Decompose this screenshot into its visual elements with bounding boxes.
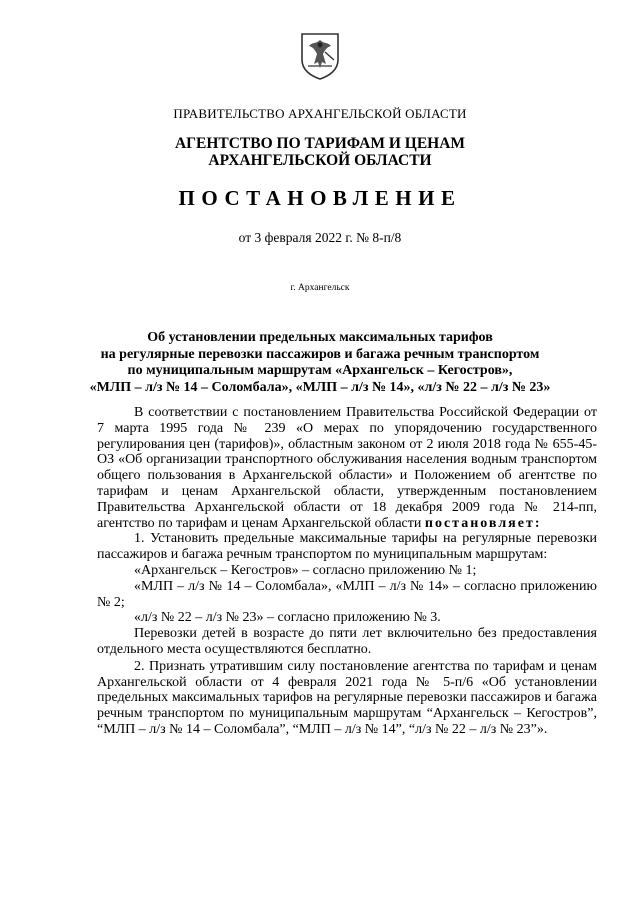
- title-line2: на регулярные перевозки пассажиров и багажа речным транспортом: [100, 346, 540, 362]
- children-paragraph: Перевозки детей в возрасте до пяти лет включительно без предоставления отдельного места осуществляются бесплатно.: [97, 626, 597, 657]
- item-2: 2. Признать утратившим силу постановление агентства по тарифам и ценам Архангельской области от 4 февраля 2021 года № 5-п/6 «Об установлении предельных максимальных тарифов на регулярные перевозки пассажиров и багажа речным транспортом по муниципальным маршрутам “Архангельск – Кегостров”, “МЛП – л/з № 14 – Соломбала”, “МЛП – л/з № 14”, “л/з № 22 – л/з № 23”».: [97, 658, 597, 737]
- intro-text: В соответствии с постановлением Правительства Российской Федерации от 7 марта 1995 года № 239 «О мерах по упорядочению государственного регулирования цен (тарифов)», областным законом от 2 июля 2018 года № 655-45-ОЗ «Об организации транспортного обслуживания населения водным транспортом общего пользования в Архангельской области» и Положением об агентстве по тарифам и ценам Архангельской области, утвержденным постановлением Правительства Архангельской области от 18 декабря 2009 года № 214-пп, агентство по тарифам и ценам Архангельской области: [97, 405, 597, 531]
- document-body: [97, 405, 597, 738]
- intro-paragraph: [97, 405, 597, 531]
- title-line3: по муниципальным маршрутам «Архангельск – Кегостров»,: [127, 363, 513, 379]
- document-title: [0, 330, 640, 396]
- title-line4: «МЛП – л/з № 14 – Соломбала», «МЛП – л/з № 14», «л/з № 22 – л/з № 23»: [89, 379, 551, 395]
- item-1: 1. Установить предельные максимальные тарифы на регулярные перевозки пассажиров и багажа речным транспортом по муниципальным маршрутам:: [97, 531, 597, 563]
- agency-name: [0, 135, 640, 169]
- route-3: «л/з № 22 – л/з № 23» – согласно приложению № 3.: [134, 610, 441, 626]
- city: г. Архангельск: [290, 283, 350, 293]
- title-line1: Об установлении предельных максимальных тарифов: [147, 330, 493, 345]
- agency-name-line2: АРХАНГЕЛЬСКОЙ ОБЛАСТИ: [208, 152, 432, 169]
- agency-name-line1: АГЕНТСТВО ПО ТАРИФАМ И ЦЕНАМ: [174, 135, 466, 152]
- date-number: от 3 февраля 2022 г. № 8-п/8: [238, 230, 402, 245]
- route-1: «Архангельск – Кегостров» – согласно приложению № 1;: [134, 562, 477, 578]
- government-name: ПРАВИТЕЛЬСТВО АРХАНГЕЛЬСКОЙ ОБЛАСТИ: [173, 106, 467, 121]
- document-type: ПОСТАНОВЛЕНИЕ: [178, 186, 462, 210]
- decrees-word: постановляет:: [424, 515, 542, 531]
- coat-of-arms-icon: [298, 30, 342, 80]
- route-2: «МЛП – л/з № 14 – Соломбала», «МЛП – л/з № 14» – согласно приложению № 2;: [97, 578, 597, 610]
